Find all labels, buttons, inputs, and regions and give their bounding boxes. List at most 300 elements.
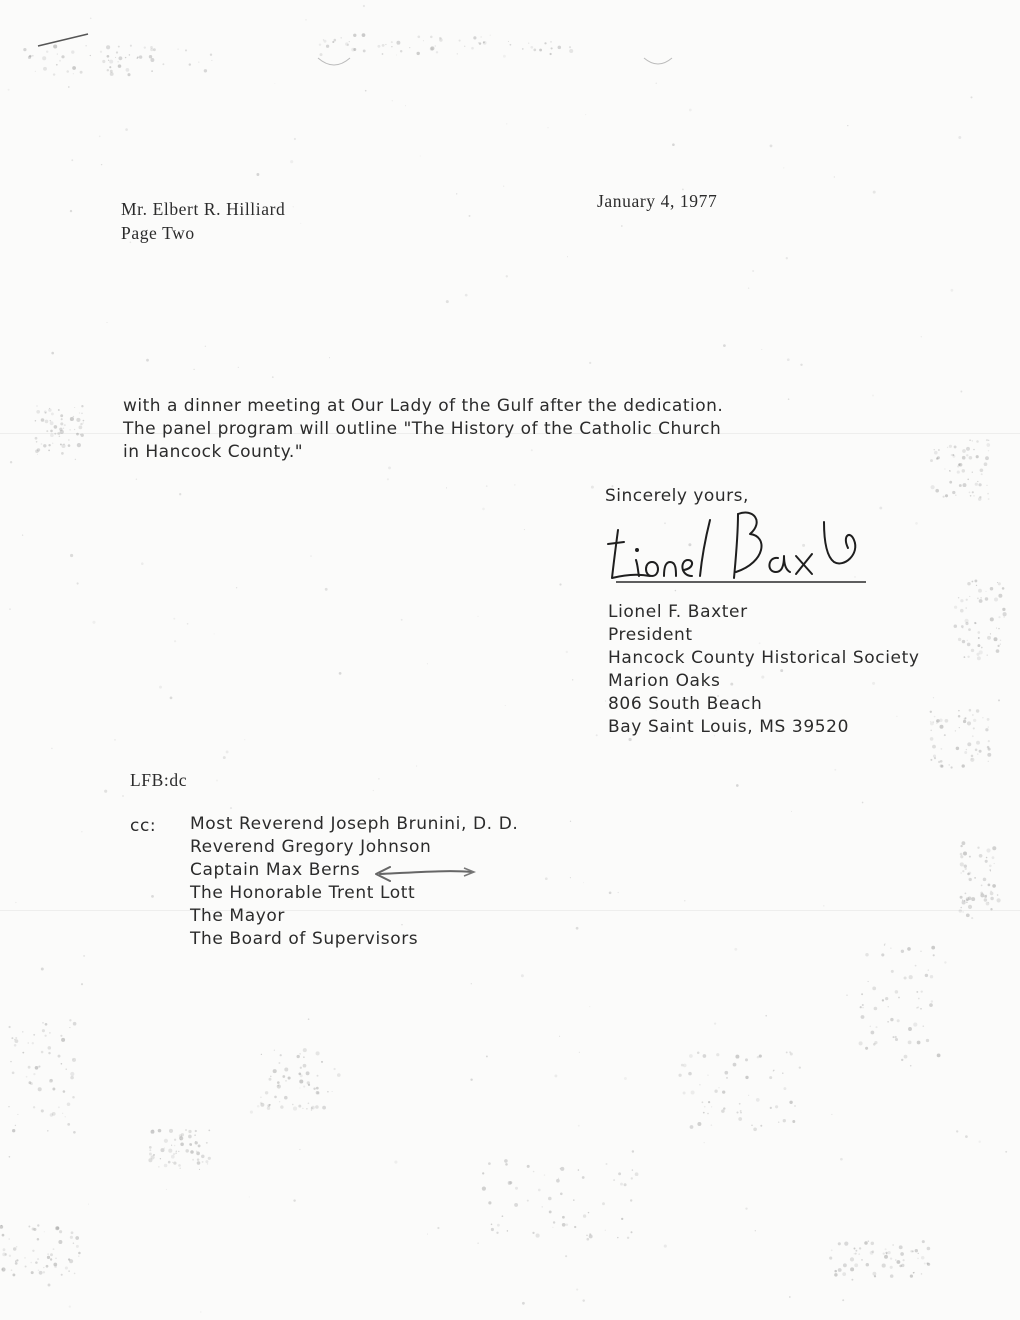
address-line-1: Marion Oaks — [608, 671, 721, 691]
speckle — [559, 1036, 560, 1037]
speckle — [527, 1200, 529, 1202]
speckle — [174, 1145, 176, 1147]
speckle — [881, 953, 884, 956]
speckle — [69, 1259, 73, 1263]
speckle — [908, 1027, 912, 1031]
speckle — [90, 17, 92, 19]
speckle — [298, 1105, 301, 1108]
speckle — [469, 215, 471, 217]
speckle — [979, 496, 981, 498]
speckle — [43, 444, 46, 447]
speckle — [605, 700, 606, 701]
speckle — [549, 1210, 552, 1213]
speckle — [986, 443, 990, 447]
speckle — [151, 1130, 155, 1134]
speckle — [238, 367, 239, 368]
speckle — [83, 955, 85, 957]
speckle — [74, 407, 75, 408]
speckle — [478, 42, 479, 43]
speckle — [974, 877, 976, 879]
speckle — [874, 1275, 876, 1277]
speckle — [416, 766, 417, 767]
speckle — [917, 1006, 919, 1008]
speckle — [552, 1227, 553, 1228]
speckle — [618, 1172, 621, 1175]
speckle — [539, 49, 542, 52]
speckle — [549, 53, 551, 55]
speckle — [168, 1161, 171, 1164]
speckle — [588, 1212, 589, 1213]
speckle — [503, 186, 504, 187]
speckle — [68, 439, 69, 440]
speckle — [456, 193, 457, 194]
speckle — [28, 1042, 29, 1043]
speckle — [964, 865, 967, 868]
speckle — [745, 1058, 748, 1061]
speckle — [883, 1252, 885, 1254]
speckle — [690, 1125, 694, 1129]
speckle — [44, 411, 47, 414]
speckle — [723, 344, 726, 347]
speckle — [297, 1055, 300, 1058]
speckle — [9, 1026, 11, 1028]
speckle — [930, 759, 932, 761]
speckle — [971, 917, 973, 919]
speckle — [550, 41, 552, 43]
speckle — [968, 905, 972, 909]
speckle — [978, 589, 982, 593]
cc-recipient: The Board of Supervisors — [190, 929, 419, 949]
speckle — [32, 55, 34, 57]
speckle — [920, 951, 922, 953]
speckle — [80, 423, 82, 425]
speckle — [137, 56, 139, 58]
speckle — [962, 469, 965, 472]
speckle — [968, 872, 971, 875]
speckle — [984, 898, 987, 901]
speckle — [901, 1264, 904, 1267]
speckle — [606, 1163, 608, 1165]
speckle — [334, 39, 337, 42]
speckle — [898, 997, 900, 999]
speckle — [505, 1163, 508, 1166]
speckle — [684, 900, 685, 901]
speckle — [72, 1096, 75, 1099]
speckle — [45, 412, 47, 414]
speckle — [51, 412, 54, 415]
speckle — [533, 1171, 535, 1173]
speckle — [759, 1055, 762, 1058]
speckle — [854, 1248, 856, 1250]
speckle — [90, 55, 91, 56]
speckle — [722, 1090, 725, 1093]
speckle — [613, 1179, 615, 1181]
speckle — [178, 1164, 181, 1167]
speckle — [15, 1260, 17, 1262]
speckle — [54, 1265, 57, 1268]
speckle — [260, 1096, 262, 1098]
speckle — [697, 1051, 700, 1054]
signature-block — [608, 604, 968, 744]
speckle — [992, 856, 995, 859]
speckle — [42, 1022, 43, 1023]
speckle — [979, 750, 982, 753]
speckle — [33, 1228, 36, 1231]
speckle — [22, 1031, 23, 1032]
speckle — [890, 947, 891, 948]
speckle — [986, 848, 990, 852]
speckle — [868, 981, 869, 982]
speckle — [24, 1257, 25, 1258]
speckle — [933, 954, 935, 956]
speckle — [11, 1037, 13, 1039]
speckle — [966, 913, 970, 917]
speckle — [873, 191, 876, 194]
speckle — [556, 1179, 560, 1183]
speckle — [32, 1228, 35, 1231]
speckle — [392, 100, 393, 101]
speckle — [35, 420, 37, 422]
speckle — [58, 1055, 61, 1058]
speckle — [178, 1151, 179, 1152]
speckle — [488, 1201, 491, 1204]
speckle — [279, 1101, 280, 1102]
speckle — [59, 428, 62, 431]
speckle — [76, 418, 80, 422]
speckle — [992, 846, 996, 850]
speckle — [872, 394, 874, 396]
speckle — [17, 1114, 18, 1115]
speckle — [521, 974, 524, 977]
speckle — [916, 1007, 917, 1008]
speckle — [948, 764, 950, 766]
speckle — [868, 1240, 870, 1242]
speckle — [299, 1087, 300, 1088]
speckle — [966, 897, 970, 901]
speckle — [998, 699, 1000, 701]
speckle — [922, 1240, 925, 1243]
speckle — [834, 769, 836, 771]
speckle — [934, 449, 935, 450]
speckle — [977, 631, 980, 634]
speckle — [417, 35, 420, 38]
speckle — [300, 1074, 303, 1077]
speckle — [560, 1168, 561, 1169]
speckle — [172, 1162, 173, 1163]
speckle — [897, 1019, 900, 1022]
speckle — [831, 1114, 832, 1115]
speckle — [620, 1183, 623, 1186]
speckle — [605, 1230, 606, 1231]
speckle — [903, 1259, 905, 1261]
address-line-2: 806 South Beach — [608, 694, 763, 714]
speckle — [130, 45, 132, 47]
speckle — [971, 897, 975, 901]
speckle — [892, 1244, 893, 1245]
speckle — [382, 53, 384, 55]
speckle — [572, 679, 573, 680]
speckle — [996, 649, 1000, 653]
speckle — [69, 1027, 70, 1028]
speckle — [200, 1311, 201, 1312]
speckle — [39, 1271, 43, 1275]
speckle — [58, 409, 60, 411]
speckle — [107, 69, 109, 71]
speckle — [347, 44, 349, 46]
speckle — [311, 1109, 312, 1110]
speckle — [955, 494, 957, 496]
speckle — [56, 64, 58, 66]
speckle — [896, 1260, 900, 1264]
speckle — [788, 398, 790, 400]
speckle — [842, 1299, 844, 1301]
speckle — [190, 1144, 191, 1145]
speckle — [15, 1037, 17, 1039]
speckle — [158, 1129, 162, 1133]
speckle — [149, 1146, 152, 1149]
speckle — [976, 709, 979, 712]
speckle — [1005, 1151, 1007, 1153]
speckle — [2, 1234, 5, 1237]
speckle — [740, 1110, 742, 1112]
speckle — [477, 1243, 478, 1244]
speckle — [53, 73, 55, 75]
speckle — [70, 1076, 74, 1080]
speckle — [704, 1142, 705, 1143]
speckle — [68, 1258, 70, 1260]
speckle — [740, 1112, 741, 1113]
speckle — [530, 46, 533, 49]
speckle — [775, 1105, 778, 1108]
speckle — [937, 1053, 941, 1057]
speckle — [28, 56, 31, 59]
speckle — [855, 1250, 857, 1252]
speckle — [362, 33, 366, 37]
speckle — [969, 439, 971, 441]
speckle — [941, 765, 944, 768]
speckle — [870, 1251, 874, 1255]
speckle — [938, 761, 940, 763]
speckle — [971, 649, 974, 652]
speckle — [483, 41, 487, 45]
speckle — [978, 637, 980, 639]
speckle — [988, 748, 991, 751]
speckle — [885, 997, 888, 1000]
speckle — [164, 1139, 168, 1143]
speckle — [230, 807, 232, 809]
speckle — [49, 408, 50, 409]
speckle — [37, 454, 38, 455]
speckle — [278, 1062, 280, 1064]
speckle — [980, 892, 983, 895]
speckle — [188, 1130, 191, 1133]
speckle — [569, 49, 573, 53]
speckle — [969, 856, 971, 858]
speckle — [913, 1023, 917, 1027]
speckle — [986, 439, 988, 441]
speckle — [882, 999, 884, 1001]
speckle — [141, 562, 144, 565]
speckle — [891, 970, 894, 973]
speckle — [173, 618, 175, 620]
speckle — [945, 494, 948, 497]
speckle — [62, 444, 66, 448]
speckle — [987, 636, 991, 640]
speckle — [966, 902, 968, 904]
speckle — [956, 747, 959, 750]
speckle — [789, 1051, 791, 1053]
body-line-1: with a dinner meeting at Our Lady of the Gulf after the dedication. — [123, 396, 724, 416]
speckle — [353, 48, 356, 51]
speckle — [311, 1106, 315, 1110]
speckle — [300, 1067, 302, 1069]
speckle — [888, 1006, 889, 1007]
speckle — [871, 1242, 874, 1245]
speckle — [547, 127, 548, 128]
speckle — [1003, 612, 1007, 616]
speckle — [363, 49, 366, 52]
speckle — [926, 1039, 929, 1042]
speckle — [929, 1003, 933, 1007]
speckle — [890, 1018, 893, 1021]
speckle — [591, 486, 594, 489]
speckle — [208, 1129, 210, 1131]
speckle — [486, 1055, 488, 1057]
speckle — [179, 493, 181, 495]
speckle — [988, 902, 989, 903]
speckle — [984, 462, 988, 466]
speckle — [958, 597, 959, 598]
speckle — [439, 37, 442, 40]
speckle — [409, 47, 410, 48]
speckle — [194, 1134, 196, 1136]
speckle — [122, 795, 124, 797]
speckle — [83, 422, 84, 423]
speckle — [13, 1247, 16, 1250]
cc-recipient: The Mayor — [190, 906, 285, 926]
speckle — [994, 637, 998, 641]
speckle — [702, 1101, 704, 1103]
speckle — [179, 1136, 183, 1140]
speckle — [49, 1032, 50, 1033]
speckle — [107, 322, 108, 323]
speckle — [578, 1125, 580, 1127]
speckle — [293, 1199, 295, 1201]
speckle — [714, 1022, 716, 1024]
speckle — [38, 1066, 40, 1068]
speckle — [174, 1139, 176, 1141]
speckle — [585, 114, 586, 115]
speckle — [110, 72, 114, 76]
speckle — [290, 160, 293, 163]
cc-recipient: Captain Max Berns — [190, 860, 361, 880]
speckle — [850, 1267, 854, 1271]
speckle — [185, 49, 187, 51]
speckle — [755, 1230, 756, 1231]
speckle — [41, 443, 43, 445]
speckle — [210, 54, 212, 56]
speckle — [960, 862, 964, 866]
speckle — [949, 481, 952, 484]
speckle — [882, 1264, 886, 1268]
speckle — [922, 1025, 924, 1027]
speckle — [987, 493, 989, 495]
speckle — [436, 51, 438, 53]
speckle — [792, 1120, 795, 1123]
speckle — [116, 51, 118, 53]
speckle — [787, 358, 790, 361]
speckle — [280, 1105, 283, 1108]
speckle — [748, 1095, 749, 1096]
speckle — [770, 1107, 772, 1109]
speckle — [420, 155, 421, 156]
speckle — [337, 1073, 341, 1077]
speckle — [118, 56, 122, 60]
speckle — [79, 426, 83, 430]
speckle — [990, 897, 993, 900]
speckle — [59, 1230, 62, 1233]
speckle — [36, 405, 37, 406]
speckle — [969, 709, 972, 712]
speckle — [884, 943, 885, 944]
speckle — [756, 1098, 760, 1102]
speckle — [745, 1076, 748, 1079]
speckle — [73, 416, 74, 417]
speckle — [51, 748, 53, 750]
speckle — [726, 1077, 728, 1079]
speckle — [980, 597, 981, 598]
speckle — [992, 884, 996, 888]
speckle — [378, 778, 379, 779]
speckle — [332, 41, 334, 43]
speckle — [42, 1029, 45, 1032]
speckle — [60, 414, 63, 417]
speckle — [974, 622, 976, 624]
speckle — [689, 1054, 693, 1058]
speckle — [986, 902, 990, 906]
speckle — [311, 1107, 313, 1109]
speckle — [928, 969, 930, 971]
speckle — [179, 1168, 181, 1170]
speckle — [38, 1270, 40, 1272]
speckle — [967, 873, 970, 876]
speckle — [61, 418, 63, 420]
speckle — [197, 1158, 200, 1161]
speckle — [997, 645, 999, 647]
speckle — [872, 1272, 876, 1276]
speckle — [174, 640, 176, 642]
speckle — [960, 599, 963, 602]
speckle — [188, 1135, 192, 1139]
speckle — [10, 461, 12, 463]
speckle — [198, 1144, 201, 1147]
speckle — [838, 1242, 841, 1245]
speckle — [873, 1043, 876, 1046]
speckle — [396, 41, 400, 45]
speckle — [38, 1087, 42, 1091]
speckle — [862, 1007, 864, 1009]
speckle — [872, 1250, 875, 1253]
speckle — [916, 991, 918, 993]
speckle — [965, 893, 967, 895]
speckle — [723, 1107, 725, 1109]
cc-recipient: Most Reverend Joseph Brunini, D. D. — [190, 814, 519, 834]
speckle — [391, 41, 393, 43]
speckle — [988, 440, 989, 441]
speckle — [954, 445, 957, 448]
speckle — [735, 1055, 739, 1059]
speckle — [307, 1081, 310, 1084]
